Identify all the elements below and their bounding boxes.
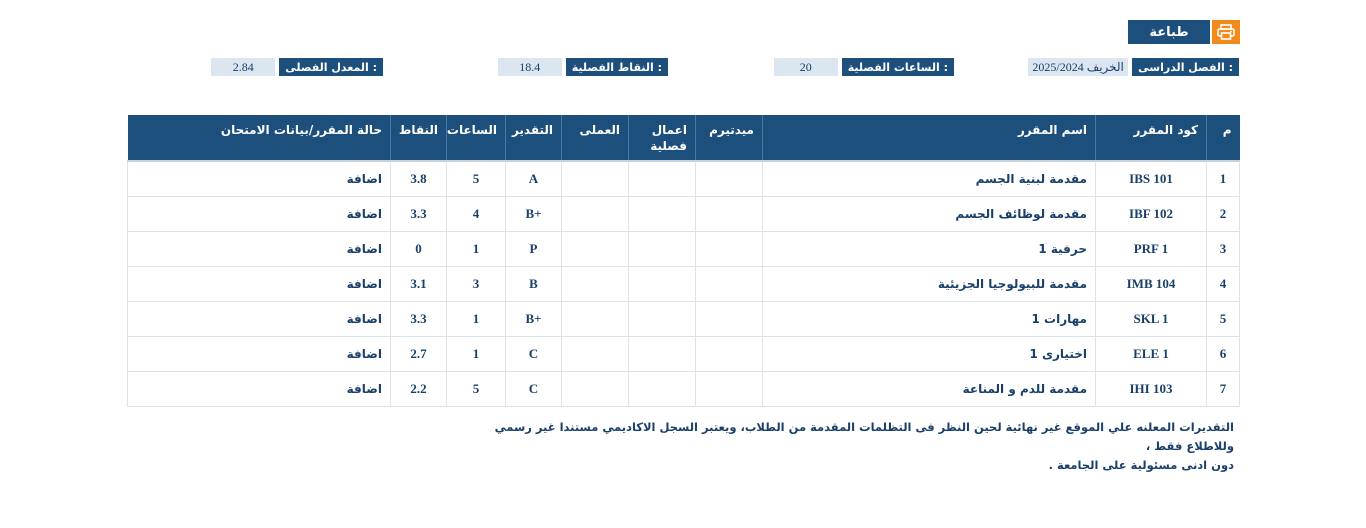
- col-header-name: اسم المقرر: [763, 115, 1096, 161]
- col-header-hours: الساعات: [447, 115, 506, 161]
- cell-status: اضافة: [128, 231, 391, 266]
- cell-name: مقدمة لوظائف الجسم: [763, 196, 1096, 231]
- cell-practical: [562, 336, 629, 371]
- cell-code: IBF 102: [1096, 196, 1207, 231]
- grades-table-body: [128, 161, 1240, 406]
- cell-name: حرفية 1: [763, 231, 1096, 266]
- hours-value: 20: [774, 58, 838, 76]
- cell-coursework: [629, 336, 696, 371]
- print-button[interactable]: [1128, 20, 1240, 44]
- grades-table: [127, 115, 1240, 407]
- table-row: [128, 161, 1240, 196]
- cell-code: SKL 1: [1096, 301, 1207, 336]
- cell-index: 4: [1207, 266, 1240, 301]
- cell-grade: B: [506, 266, 562, 301]
- cell-points: 3.3: [391, 196, 447, 231]
- cell-name: اختيارى 1: [763, 336, 1096, 371]
- cell-midterm: [696, 266, 763, 301]
- cell-index: 7: [1207, 371, 1240, 406]
- disclaimer-line-1: التقديرات المعلنه علي الموقع غير نهائية لحين النظر فى التظلمات المقدمة من الطلاب، ويعتبر السجل الاكاديمي مستندا غير رسمي وللاطلاع فقط ،: [494, 420, 1234, 453]
- cell-status: اضافة: [128, 196, 391, 231]
- cell-midterm: [696, 371, 763, 406]
- cell-name: مقدمة للبيولوجيا الجزيئية: [763, 266, 1096, 301]
- col-header-grade: التقدير: [506, 115, 562, 161]
- cell-hours: 1: [447, 231, 506, 266]
- cell-points: 3.1: [391, 266, 447, 301]
- col-header-points: النقاط: [391, 115, 447, 161]
- semester-hours: [774, 58, 954, 76]
- cell-code: IBS 101: [1096, 161, 1207, 196]
- cell-name: مقدمة لبنية الجسم: [763, 161, 1096, 196]
- table-row: [128, 371, 1240, 406]
- semester-label: الفصل الدراسى :: [1132, 58, 1239, 76]
- col-header-coursework: اعمال فصلية: [629, 115, 696, 161]
- col-header-status: حالة المقرر/بيانات الامتحان: [128, 115, 391, 161]
- cell-code: IHI 103: [1096, 371, 1207, 406]
- print-button-label[interactable]: طباعة: [1128, 20, 1210, 44]
- col-header-midterm: ميدتيرم: [696, 115, 763, 161]
- points-label: النقاط الفصلية :: [566, 58, 668, 76]
- cell-coursework: [629, 266, 696, 301]
- cell-hours: 1: [447, 336, 506, 371]
- cell-coursework: [629, 301, 696, 336]
- semester-points: [498, 58, 668, 76]
- cell-status: اضافة: [128, 336, 391, 371]
- cell-status: اضافة: [128, 266, 391, 301]
- cell-code: IMB 104: [1096, 266, 1207, 301]
- cell-hours: 3: [447, 266, 506, 301]
- cell-name: مهارات 1: [763, 301, 1096, 336]
- table-row: [128, 231, 1240, 266]
- cell-hours: 1: [447, 301, 506, 336]
- cell-index: 2: [1207, 196, 1240, 231]
- table-row: [128, 196, 1240, 231]
- cell-index: 5: [1207, 301, 1240, 336]
- col-header-code: كود المقرر: [1096, 115, 1207, 161]
- cell-grade: C: [506, 336, 562, 371]
- cell-midterm: [696, 161, 763, 196]
- disclaimer-line-2: دون ادنى مسئولية على الجامعة .: [1048, 458, 1234, 472]
- cell-status: اضافة: [128, 301, 391, 336]
- cell-midterm: [696, 301, 763, 336]
- disclaimer-note: [474, 418, 1234, 475]
- cell-index: 1: [1207, 161, 1240, 196]
- cell-points: 3.3: [391, 301, 447, 336]
- semester-gpa: [211, 58, 383, 76]
- cell-points: 2.2: [391, 371, 447, 406]
- cell-index: 6: [1207, 336, 1240, 371]
- hours-label: الساعات الفصلية :: [842, 58, 954, 76]
- cell-practical: [562, 371, 629, 406]
- cell-practical: [562, 161, 629, 196]
- cell-hours: 5: [447, 161, 506, 196]
- cell-midterm: [696, 336, 763, 371]
- cell-index: 3: [1207, 231, 1240, 266]
- cell-practical: [562, 301, 629, 336]
- col-header-practical: العملى: [562, 115, 629, 161]
- printer-icon[interactable]: [1212, 20, 1240, 44]
- cell-grade: B+: [506, 196, 562, 231]
- cell-midterm: [696, 196, 763, 231]
- semester-info: [1028, 58, 1239, 76]
- cell-practical: [562, 196, 629, 231]
- cell-code: PRF 1: [1096, 231, 1207, 266]
- cell-grade: P: [506, 231, 562, 266]
- cell-points: 0: [391, 231, 447, 266]
- cell-points: 2.7: [391, 336, 447, 371]
- cell-midterm: [696, 231, 763, 266]
- cell-hours: 5: [447, 371, 506, 406]
- col-header-index: م: [1207, 115, 1240, 161]
- table-header-row: [128, 115, 1240, 161]
- gpa-value: 2.84: [211, 58, 275, 76]
- cell-practical: [562, 231, 629, 266]
- cell-name: مقدمة للدم و المناعة: [763, 371, 1096, 406]
- cell-practical: [562, 266, 629, 301]
- cell-grade: B+: [506, 301, 562, 336]
- cell-coursework: [629, 161, 696, 196]
- cell-grade: C: [506, 371, 562, 406]
- semester-value: الخريف 2025/2024: [1028, 58, 1128, 76]
- cell-code: ELE 1: [1096, 336, 1207, 371]
- cell-coursework: [629, 231, 696, 266]
- cell-coursework: [629, 371, 696, 406]
- cell-hours: 4: [447, 196, 506, 231]
- points-value: 18.4: [498, 58, 562, 76]
- cell-grade: A: [506, 161, 562, 196]
- gpa-label: المعدل الفصلى :: [279, 58, 383, 76]
- cell-coursework: [629, 196, 696, 231]
- cell-status: اضافة: [128, 371, 391, 406]
- semester-summary: [0, 58, 1366, 76]
- table-row: [128, 336, 1240, 371]
- cell-points: 3.8: [391, 161, 447, 196]
- table-row: [128, 301, 1240, 336]
- table-row: [128, 266, 1240, 301]
- cell-status: اضافة: [128, 161, 391, 196]
